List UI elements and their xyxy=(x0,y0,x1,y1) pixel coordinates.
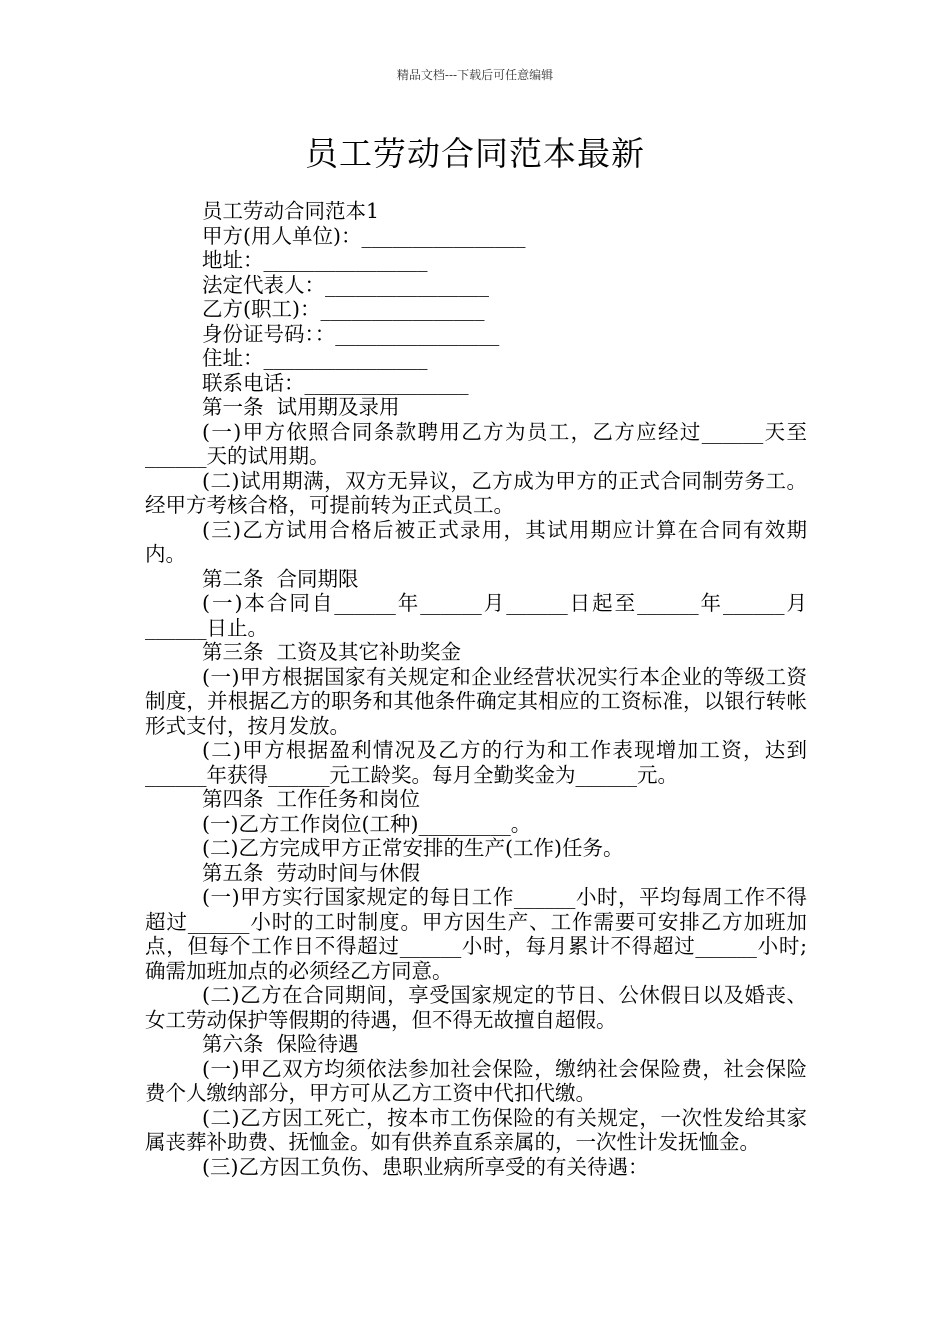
id-number-field: 身份证号码：：________________ xyxy=(202,321,500,346)
residence-field: 住址：________________ xyxy=(202,346,428,370)
contract-subtitle: 员工劳动合同范本1 xyxy=(202,199,380,223)
article-3-heading: 第三条 工资及其它补助奖金 xyxy=(202,640,462,664)
article-4-clause-2: (二)乙方完成甲方正常安排的生产(工作)任务。 xyxy=(202,836,624,860)
address-field: 地址：________________ xyxy=(202,248,428,272)
party-a-field: 甲方(用人单位)：________________ xyxy=(202,223,526,248)
article-2-heading: 第二条 合同期限 xyxy=(202,566,359,591)
article-4-clause-1: (一)乙方工作岗位(工种)_________。 xyxy=(202,811,532,836)
article-2-clause-1: (一)本合同自______年______月______日起至______年______月______日止。 xyxy=(145,591,807,640)
article-5-clause-1: (一)甲方实行国家规定的每日工作______小时，平均每周工作不得超过______小时的工时制度。甲方因生产、工作需要可安排乙方加班加点，但每个工作日不得超过______小时，每月累计不得超过______小时;确需加班加点的必须经乙方同意。 xyxy=(145,885,807,983)
article-6-clause-3: (三)乙方因工负伤、患职业病所享受的有关待遇： xyxy=(202,1154,649,1179)
article-5-heading: 第五条 劳动时间与休假 xyxy=(202,860,421,885)
header-note: 精品文档---下载后可任意编辑 xyxy=(396,68,554,82)
article-6-heading: 第六条 保险待遇 xyxy=(202,1032,359,1056)
article-6-clause-2: (二)乙方因工死亡，按本市工伤保险的有关规定，一次性发给其家属丧葬补助费、抚恤金。如有供养直系亲属的，一次性计发抚恤金。 xyxy=(145,1105,807,1154)
article-3-clause-2: (二)甲方根据盈利情况及乙方的行为和工作表现增加工资，达到______年获得______元工龄奖。每月全勤奖金为______元。 xyxy=(145,738,807,787)
legal-representative-field: 法定代表人：________________ xyxy=(202,272,489,297)
article-1-heading: 第一条 试用期及录用 xyxy=(202,395,400,419)
party-b-field: 乙方(职工)：________________ xyxy=(202,297,485,321)
article-1-clause-2: (二)试用期满，双方无异议，乙方成为甲方的正式合同制劳务工。经甲方考核合格，可提前转为正式员工。 xyxy=(145,468,807,517)
article-1-clause-3: (三)乙方试用合格后被正式录用，其试用期应计算在合同有效期内。 xyxy=(145,517,807,566)
article-1-clause-1: (一)甲方依照合同条款聘用乙方为员工，乙方应经过______天至______天的试用期。 xyxy=(145,419,807,468)
contract-body xyxy=(145,199,807,1179)
article-6-clause-1: (一)甲乙双方均须依法参加社会保险，缴纳社会保险费，社会保险费个人缴纳部分，甲方可从乙方工资中代扣代缴。 xyxy=(145,1056,807,1105)
phone-field: 联系电话：________________ xyxy=(202,370,469,395)
article-3-clause-1: (一)甲方根据国家有关规定和企业经营状况实行本企业的等级工资制度，并根据乙方的职务和其他条件确定其相应的工资标准，以银行转帐形式支付，按月发放。 xyxy=(145,664,807,738)
document-title: 员工劳动合同范本最新 xyxy=(305,134,645,173)
article-5-clause-2: (二)乙方在合同期间，享受国家规定的节日、公休假日以及婚丧、女工劳动保护等假期的待遇，但不得无故擅自超假。 xyxy=(145,983,807,1032)
article-4-heading: 第四条 工作任务和岗位 xyxy=(202,787,421,811)
